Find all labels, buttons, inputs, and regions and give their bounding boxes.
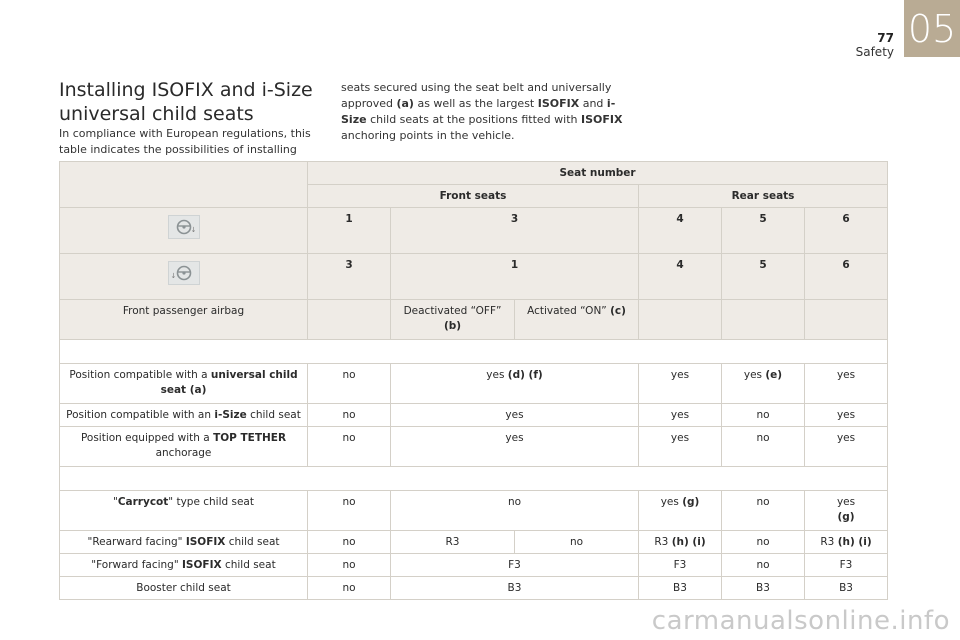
- forward-row: [60, 554, 888, 577]
- intro-right: [341, 80, 631, 144]
- rearward-label: [60, 531, 308, 554]
- cell-value: yes: [743, 369, 763, 381]
- intro-keyword: ISOFIX: [537, 97, 580, 110]
- cell: no: [515, 531, 639, 554]
- rhd-icon-cell: [60, 254, 308, 300]
- cell: no: [722, 491, 805, 531]
- cell: no: [308, 427, 391, 467]
- booster-row: [60, 577, 888, 600]
- spacer-row: [60, 340, 888, 364]
- note-ref: (e): [765, 369, 783, 381]
- cell: [805, 491, 888, 531]
- cell: [722, 300, 805, 340]
- cell: yes: [805, 427, 888, 467]
- intro-text: and: [582, 97, 604, 110]
- note-ref: (d) (f): [507, 369, 543, 381]
- carrycot-label: [60, 491, 308, 531]
- cell: [722, 364, 805, 404]
- cell: [391, 364, 639, 404]
- label-text: anchorage: [155, 447, 212, 459]
- seat-cell: 4: [639, 254, 722, 300]
- universal-row: [60, 364, 888, 404]
- rhd-row: [60, 254, 888, 300]
- cell-value: yes: [486, 369, 505, 381]
- seat-cell: 1: [308, 208, 391, 254]
- label-text: Position equipped with a: [80, 432, 210, 444]
- page-title: Installing ISOFIX and i-Size universal child seats: [59, 79, 313, 125]
- intro-text: as well as the largest: [417, 97, 535, 110]
- cell: no: [308, 554, 391, 577]
- cell: yes: [805, 364, 888, 404]
- seat-number-header: Seat number: [308, 162, 888, 185]
- note-ref: (h) (i): [837, 536, 872, 548]
- steering-wheel-left-icon: ↓: [168, 215, 200, 239]
- intro-keyword: i-Size: [341, 97, 616, 126]
- cell: no: [308, 364, 391, 404]
- label-keyword: ISOFIX: [185, 536, 226, 548]
- label-keyword: TOP TETHER: [213, 432, 287, 444]
- cell: R3: [391, 531, 515, 554]
- lhd-row: [60, 208, 888, 254]
- airbag-on-cell: [515, 300, 639, 340]
- airbag-label: Front passenger airbag: [60, 300, 308, 340]
- chapter-tab: 05: [904, 0, 960, 57]
- seat-cell: 6: [805, 254, 888, 300]
- carrycot-row: [60, 491, 888, 531]
- intro-text: anchoring points in the vehicle.: [341, 129, 515, 142]
- cell: B3: [639, 577, 722, 600]
- note-ref: (a): [396, 97, 414, 110]
- note-ref: (g): [682, 496, 700, 508]
- steering-wheel-right-icon: ↓: [168, 261, 200, 285]
- header-row-seat-number: [60, 162, 888, 185]
- cell: yes: [639, 427, 722, 467]
- label-text: child seat: [224, 559, 276, 571]
- seat-cell: 1: [391, 254, 639, 300]
- cell-value: R3: [654, 536, 669, 548]
- cell-value: yes: [660, 496, 679, 508]
- cell: no: [308, 577, 391, 600]
- cell: yes: [639, 404, 722, 427]
- cell: [639, 531, 722, 554]
- cell: no: [391, 491, 639, 531]
- cell: no: [722, 531, 805, 554]
- seat-cell: 4: [639, 208, 722, 254]
- isize-row: [60, 404, 888, 427]
- cell: [308, 300, 391, 340]
- seat-cell: 3: [308, 254, 391, 300]
- cell: F3: [805, 554, 888, 577]
- cell: no: [722, 554, 805, 577]
- label-text: Position compatible with a: [69, 369, 208, 381]
- label-text: child seat: [228, 536, 280, 548]
- cell: no: [308, 404, 391, 427]
- intro-left: In compliance with European regulations, this table indicates the possibilities of installing: [59, 127, 311, 156]
- label-keyword: universal child seat (a): [160, 369, 298, 396]
- label-keyword: ISOFIX: [182, 559, 222, 571]
- lhd-icon-cell: [60, 208, 308, 254]
- cell: B3: [805, 577, 888, 600]
- page-number: 77: [877, 31, 894, 45]
- cell: F3: [391, 554, 639, 577]
- note-ref: (c): [610, 305, 626, 317]
- airbag-row: [60, 300, 888, 340]
- cell: [805, 531, 888, 554]
- tether-label: [60, 427, 308, 467]
- spacer-cell: [60, 340, 888, 364]
- cell: no: [722, 404, 805, 427]
- spacer-cell: [60, 467, 888, 491]
- front-seats-header: Front seats: [308, 185, 639, 208]
- cell: F3: [639, 554, 722, 577]
- label-text: "Forward facing": [91, 559, 179, 571]
- seat-cell: 6: [805, 208, 888, 254]
- label-keyword: i-Size: [214, 409, 247, 421]
- intro-text: child seats at the positions fitted with: [370, 113, 578, 126]
- note-ref: (g): [837, 511, 855, 523]
- isofix-table: [59, 161, 888, 600]
- booster-label: Booster child seat: [60, 577, 308, 600]
- cell: [639, 491, 722, 531]
- cell: no: [308, 491, 391, 531]
- airbag-off-cell: [391, 300, 515, 340]
- watermark: carmanualsonline.info: [651, 606, 950, 636]
- cell: yes: [391, 427, 639, 467]
- note-ref: (h) (i): [671, 536, 706, 548]
- seat-cell: 3: [391, 208, 639, 254]
- cell: yes: [639, 364, 722, 404]
- airbag-on-text: Activated “ON”: [527, 305, 607, 317]
- seat-cell: 5: [722, 208, 805, 254]
- label-text: ": [112, 496, 118, 508]
- tether-row: [60, 427, 888, 467]
- rearward-row: [60, 531, 888, 554]
- cell: yes: [805, 404, 888, 427]
- section-name: Safety: [855, 45, 894, 59]
- cell: B3: [391, 577, 639, 600]
- cell-value: yes: [836, 496, 856, 508]
- cell: no: [722, 427, 805, 467]
- header-corner: [60, 162, 308, 208]
- label-text: child seat: [250, 409, 301, 421]
- airbag-off-text: Deactivated “OFF”: [403, 305, 502, 317]
- intro-text: seats secured using the seat belt and universally approved: [341, 81, 612, 110]
- label-text: "Rearward facing": [87, 536, 183, 548]
- label-keyword: Carrycot: [117, 496, 169, 508]
- universal-label: [60, 364, 308, 404]
- spacer-row: [60, 467, 888, 491]
- intro-keyword: ISOFIX: [581, 113, 623, 126]
- note-ref: (b): [443, 320, 462, 332]
- rear-seats-header: Rear seats: [639, 185, 888, 208]
- label-text: " type child seat: [168, 496, 254, 508]
- cell: no: [308, 531, 391, 554]
- label-text: Position compatible with an: [66, 409, 212, 421]
- cell: B3: [722, 577, 805, 600]
- cell: [805, 300, 888, 340]
- forward-label: [60, 554, 308, 577]
- cell-value: R3: [820, 536, 835, 548]
- seat-cell: 5: [722, 254, 805, 300]
- cell: [639, 300, 722, 340]
- cell: yes: [391, 404, 639, 427]
- isize-label: [60, 404, 308, 427]
